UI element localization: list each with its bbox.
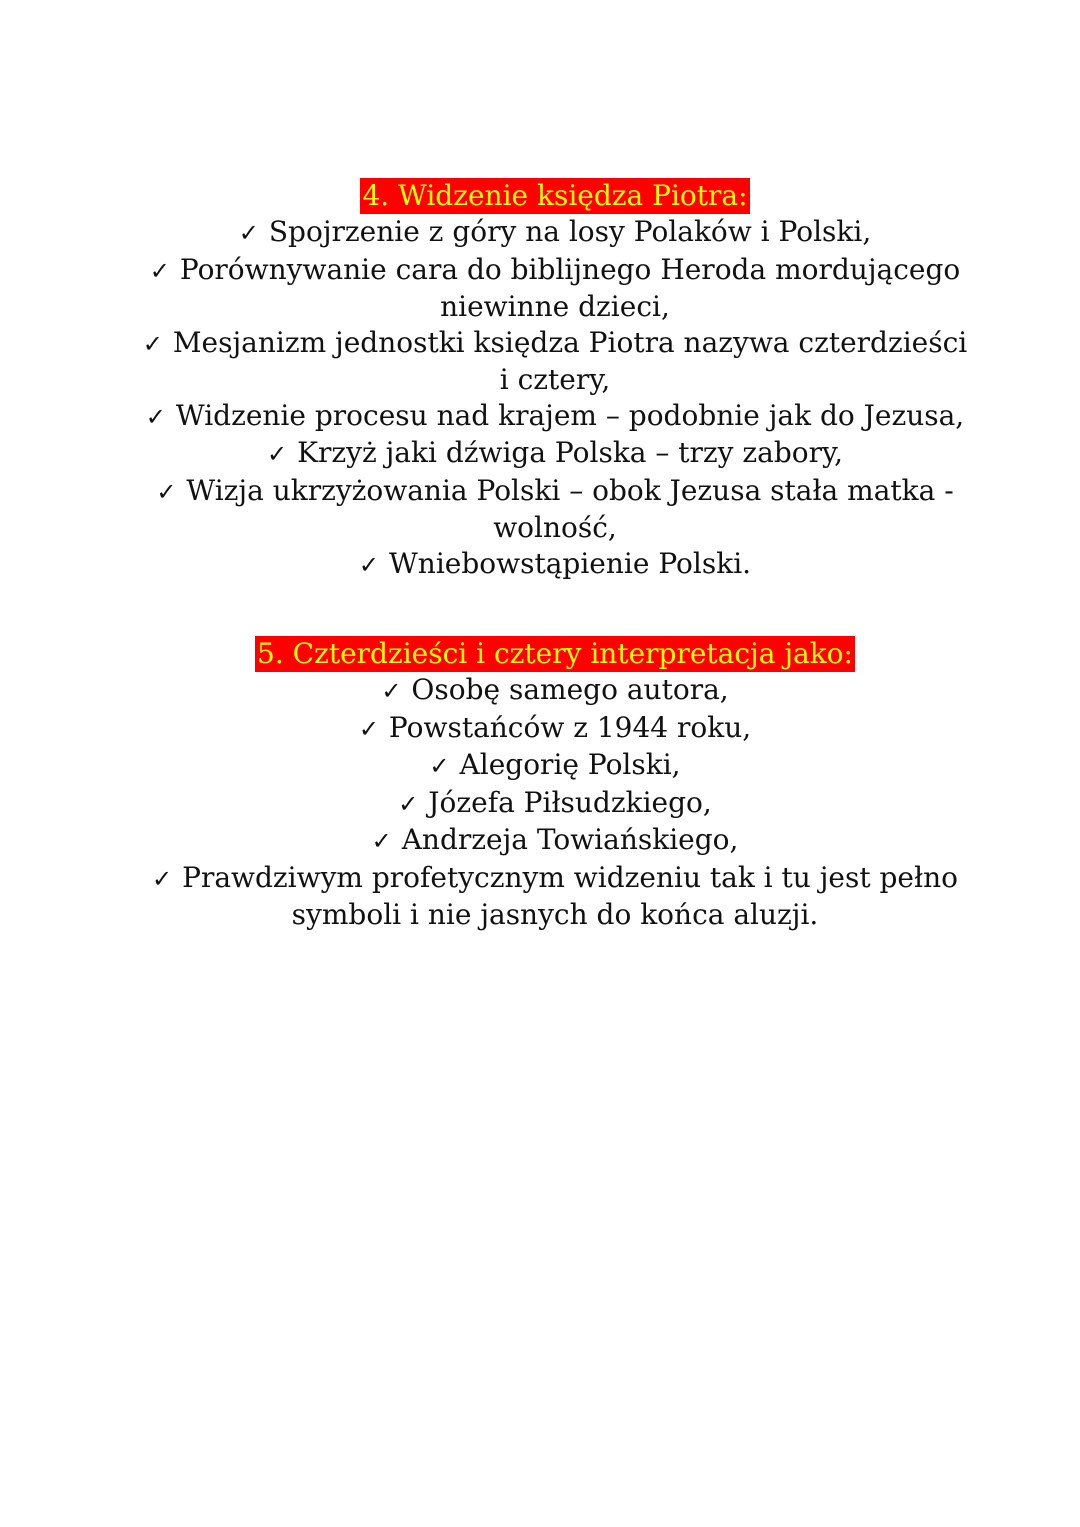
checkmark-icon: ✓ (149, 256, 170, 285)
list-item (140, 473, 970, 546)
checkmark-icon: ✓ (381, 677, 402, 705)
list-item-text: Spojrzenie z góry na losy Polaków i Polski, (268, 215, 872, 248)
bullet-list (140, 214, 970, 583)
list-item-text: Krzyż jaki dźwiga Polska – trzy zabory, (297, 436, 843, 469)
checkmark-icon: ✓ (145, 402, 166, 431)
checkmark-icon: ✓ (238, 219, 259, 247)
checkmark-icon: ✓ (358, 550, 380, 579)
list-item-text: Józefa Piłsudzkiego, (428, 785, 712, 819)
list-item-text: Mesjanizm jednostki księdza Piotra nazywa czterdzieści i cztery, (172, 325, 968, 396)
list-item (140, 785, 970, 823)
list-item-text: Andrzeja Towiańskiego, (401, 823, 739, 856)
list-item-text: Porównywanie cara do biblijnego Heroda mordującego niewinne dzieci, (179, 252, 961, 323)
section-widzenie-ksiedza-piotra (140, 178, 970, 583)
checkmark-icon: ✓ (266, 440, 288, 468)
list-item-text: Alegorię Polski, (459, 748, 681, 781)
list-item (140, 672, 970, 710)
section-heading: 4. Widzenie księdza Piotra: (362, 179, 748, 212)
section-czterdziesci-i-cztery (140, 636, 970, 933)
list-item (140, 325, 970, 398)
list-item (140, 747, 970, 785)
checkmark-icon: ✓ (358, 714, 379, 743)
list-item-text: Powstańców z 1944 roku, (388, 710, 752, 744)
list-item (140, 822, 970, 860)
checkmark-icon: ✓ (371, 827, 392, 855)
bullet-list (140, 672, 970, 933)
list-item (140, 252, 970, 325)
list-item-text: Prawdziwym profetycznym widzeniu tak i tu jest pełno symboli i nie jasnych do końca aluzji. (182, 860, 958, 931)
list-item-text: Osobę samego autora, (411, 673, 729, 706)
list-item (140, 435, 970, 473)
list-item-text: Widzenie procesu nad krajem – podobnie jak do Jezusa, (175, 398, 965, 432)
list-item-text: Wniebowstąpienie Polski. (389, 546, 752, 580)
list-item (140, 546, 970, 584)
list-item (140, 710, 970, 748)
checkmark-icon: ✓ (156, 477, 177, 506)
list-item (140, 214, 970, 252)
list-item (140, 860, 970, 933)
checkmark-icon: ✓ (398, 789, 419, 818)
list-item-text: Wizja ukrzyżowania Polski – obok Jezusa stała matka - wolność, (186, 473, 954, 544)
list-item (140, 398, 970, 436)
checkmark-icon: ✓ (152, 864, 173, 893)
section-heading: 5. Czterdzieści i cztery interpretacja jako: (257, 637, 853, 670)
checkmark-icon: ✓ (429, 752, 450, 780)
checkmark-icon: ✓ (142, 329, 163, 358)
